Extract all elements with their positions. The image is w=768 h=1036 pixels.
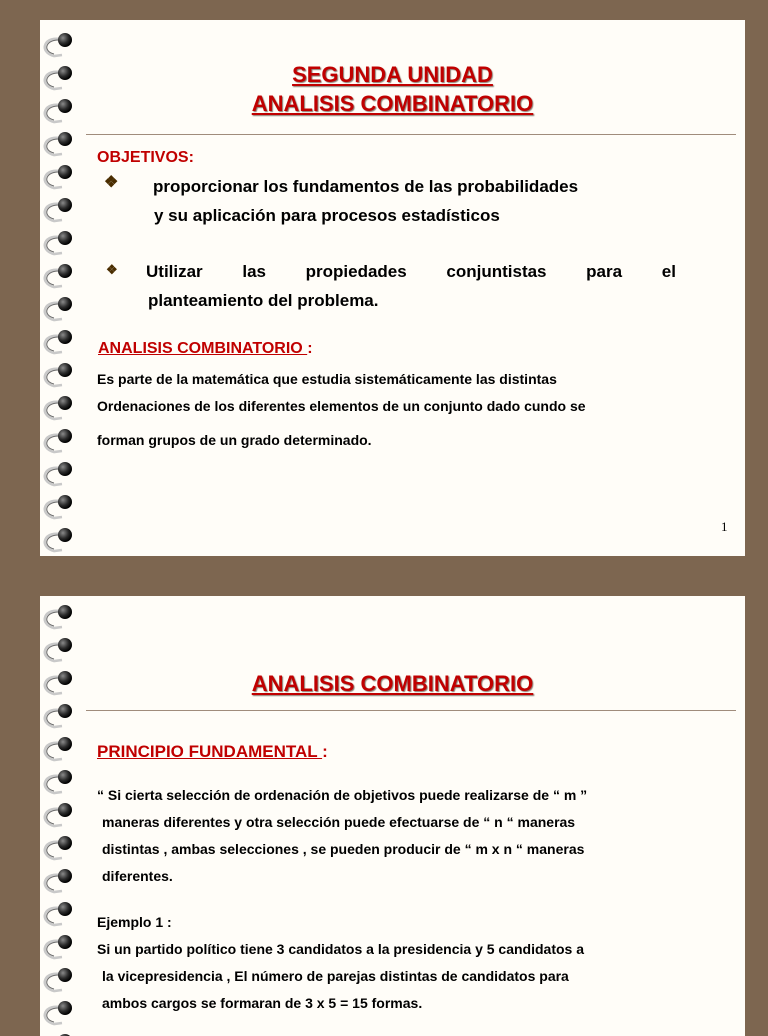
- diamond-bullet-icon: ❖: [104, 174, 119, 191]
- spiral-ring: [45, 528, 72, 551]
- bullet-2-word: el: [661, 262, 676, 281]
- bullet-2-word: conjuntistas: [446, 262, 547, 281]
- title-line-2: ANALISIS COMBINATORIO: [251, 91, 534, 116]
- spiral-ring: [45, 869, 72, 892]
- spiral-ring: [45, 297, 72, 320]
- spiral-ring: [45, 396, 72, 419]
- principle-heading-text: PRINCIPIO FUNDAMENTAL: [97, 742, 323, 761]
- spiral-ring: [45, 836, 72, 859]
- slide-2-title: ANALISIS COMBINATORIO: [251, 671, 534, 696]
- spiral-ring: [45, 231, 72, 254]
- spiral-ring: [45, 330, 72, 353]
- quote-line-3: distintas , ambas selecciones , se pueden producir de “ m x n “ maneras: [102, 841, 585, 857]
- principle-heading-colon: :: [322, 742, 328, 761]
- divider: [86, 710, 736, 711]
- bullet-1-line-1: proporcionar los fundamentos de las probabilidades: [153, 177, 579, 196]
- quote-line-1: “ Si cierta selección de ordenación de objetivos puede realizarse de “ m ”: [97, 787, 588, 803]
- divider: [86, 134, 736, 135]
- spiral-ring: [45, 935, 72, 958]
- paragraph-line-3: forman grupos de un grado determinado.: [97, 432, 372, 448]
- bullet-2-line-1: [146, 262, 676, 282]
- spiral-ring: [45, 429, 72, 452]
- bullet-1-line-2: y su aplicación para procesos estadísticos: [154, 206, 500, 225]
- spiral-ring: [45, 462, 72, 485]
- diamond-bullet-icon: ❖: [106, 262, 118, 277]
- spiral-ring: [45, 198, 72, 221]
- bullet-2-word: las: [242, 262, 266, 281]
- spiral-ring: [45, 33, 72, 56]
- spiral-ring: [45, 770, 72, 793]
- title-line-1: SEGUNDA UNIDAD: [292, 62, 493, 87]
- objectives-heading: OBJETIVOS:: [97, 149, 194, 166]
- spiral-ring: [45, 605, 72, 628]
- quote-line-4: diferentes.: [102, 868, 173, 884]
- paragraph-line-2: Ordenaciones de los diferentes elementos de un conjunto dado cundo se: [97, 398, 586, 414]
- slide-2: [40, 596, 745, 1036]
- spiral-ring: [45, 132, 72, 155]
- bullet-2-word: para: [586, 262, 623, 281]
- spiral-ring: [45, 902, 72, 925]
- example-line-2: la vicepresidencia , El número de parejas distintas de candidatos para: [102, 968, 569, 984]
- spiral-ring: [45, 704, 72, 727]
- slide-1-title: [40, 60, 745, 118]
- bullet-2-word: propiedades: [305, 262, 407, 281]
- spiral-ring: [45, 1001, 72, 1024]
- quote-line-2: maneras diferentes y otra selección puede efectuarse de “ n “ maneras: [102, 814, 576, 830]
- principle-heading: [97, 742, 328, 762]
- slide-1: [40, 20, 745, 556]
- spiral-ring: [45, 803, 72, 826]
- bullet-2-line-2: planteamiento del problema.: [148, 291, 379, 310]
- spiral-ring: [45, 363, 72, 386]
- spiral-ring: [45, 638, 72, 661]
- example-line-3: ambos cargos se formaran de 3 x 5 = 15 formas.: [102, 995, 423, 1011]
- page-number: 1: [721, 519, 728, 534]
- spiral-ring: [45, 495, 72, 518]
- spiral-ring: [45, 968, 72, 991]
- paragraph-line-1: Es parte de la matemática que estudia sistemáticamente las distintas: [97, 371, 557, 387]
- example-line-1: Si un partido político tiene 3 candidatos a la presidencia y 5 candidatos a: [97, 941, 585, 957]
- spiral-ring: [45, 737, 72, 760]
- section-heading-colon: :: [307, 340, 313, 357]
- spiral-ring: [45, 264, 72, 287]
- spiral-ring: [45, 165, 72, 188]
- example-heading: Ejemplo 1 :: [97, 914, 172, 930]
- bullet-2-word: Utilizar: [146, 262, 203, 281]
- section-heading: [98, 340, 313, 358]
- section-heading-text: ANALISIS COMBINATORIO: [98, 340, 308, 357]
